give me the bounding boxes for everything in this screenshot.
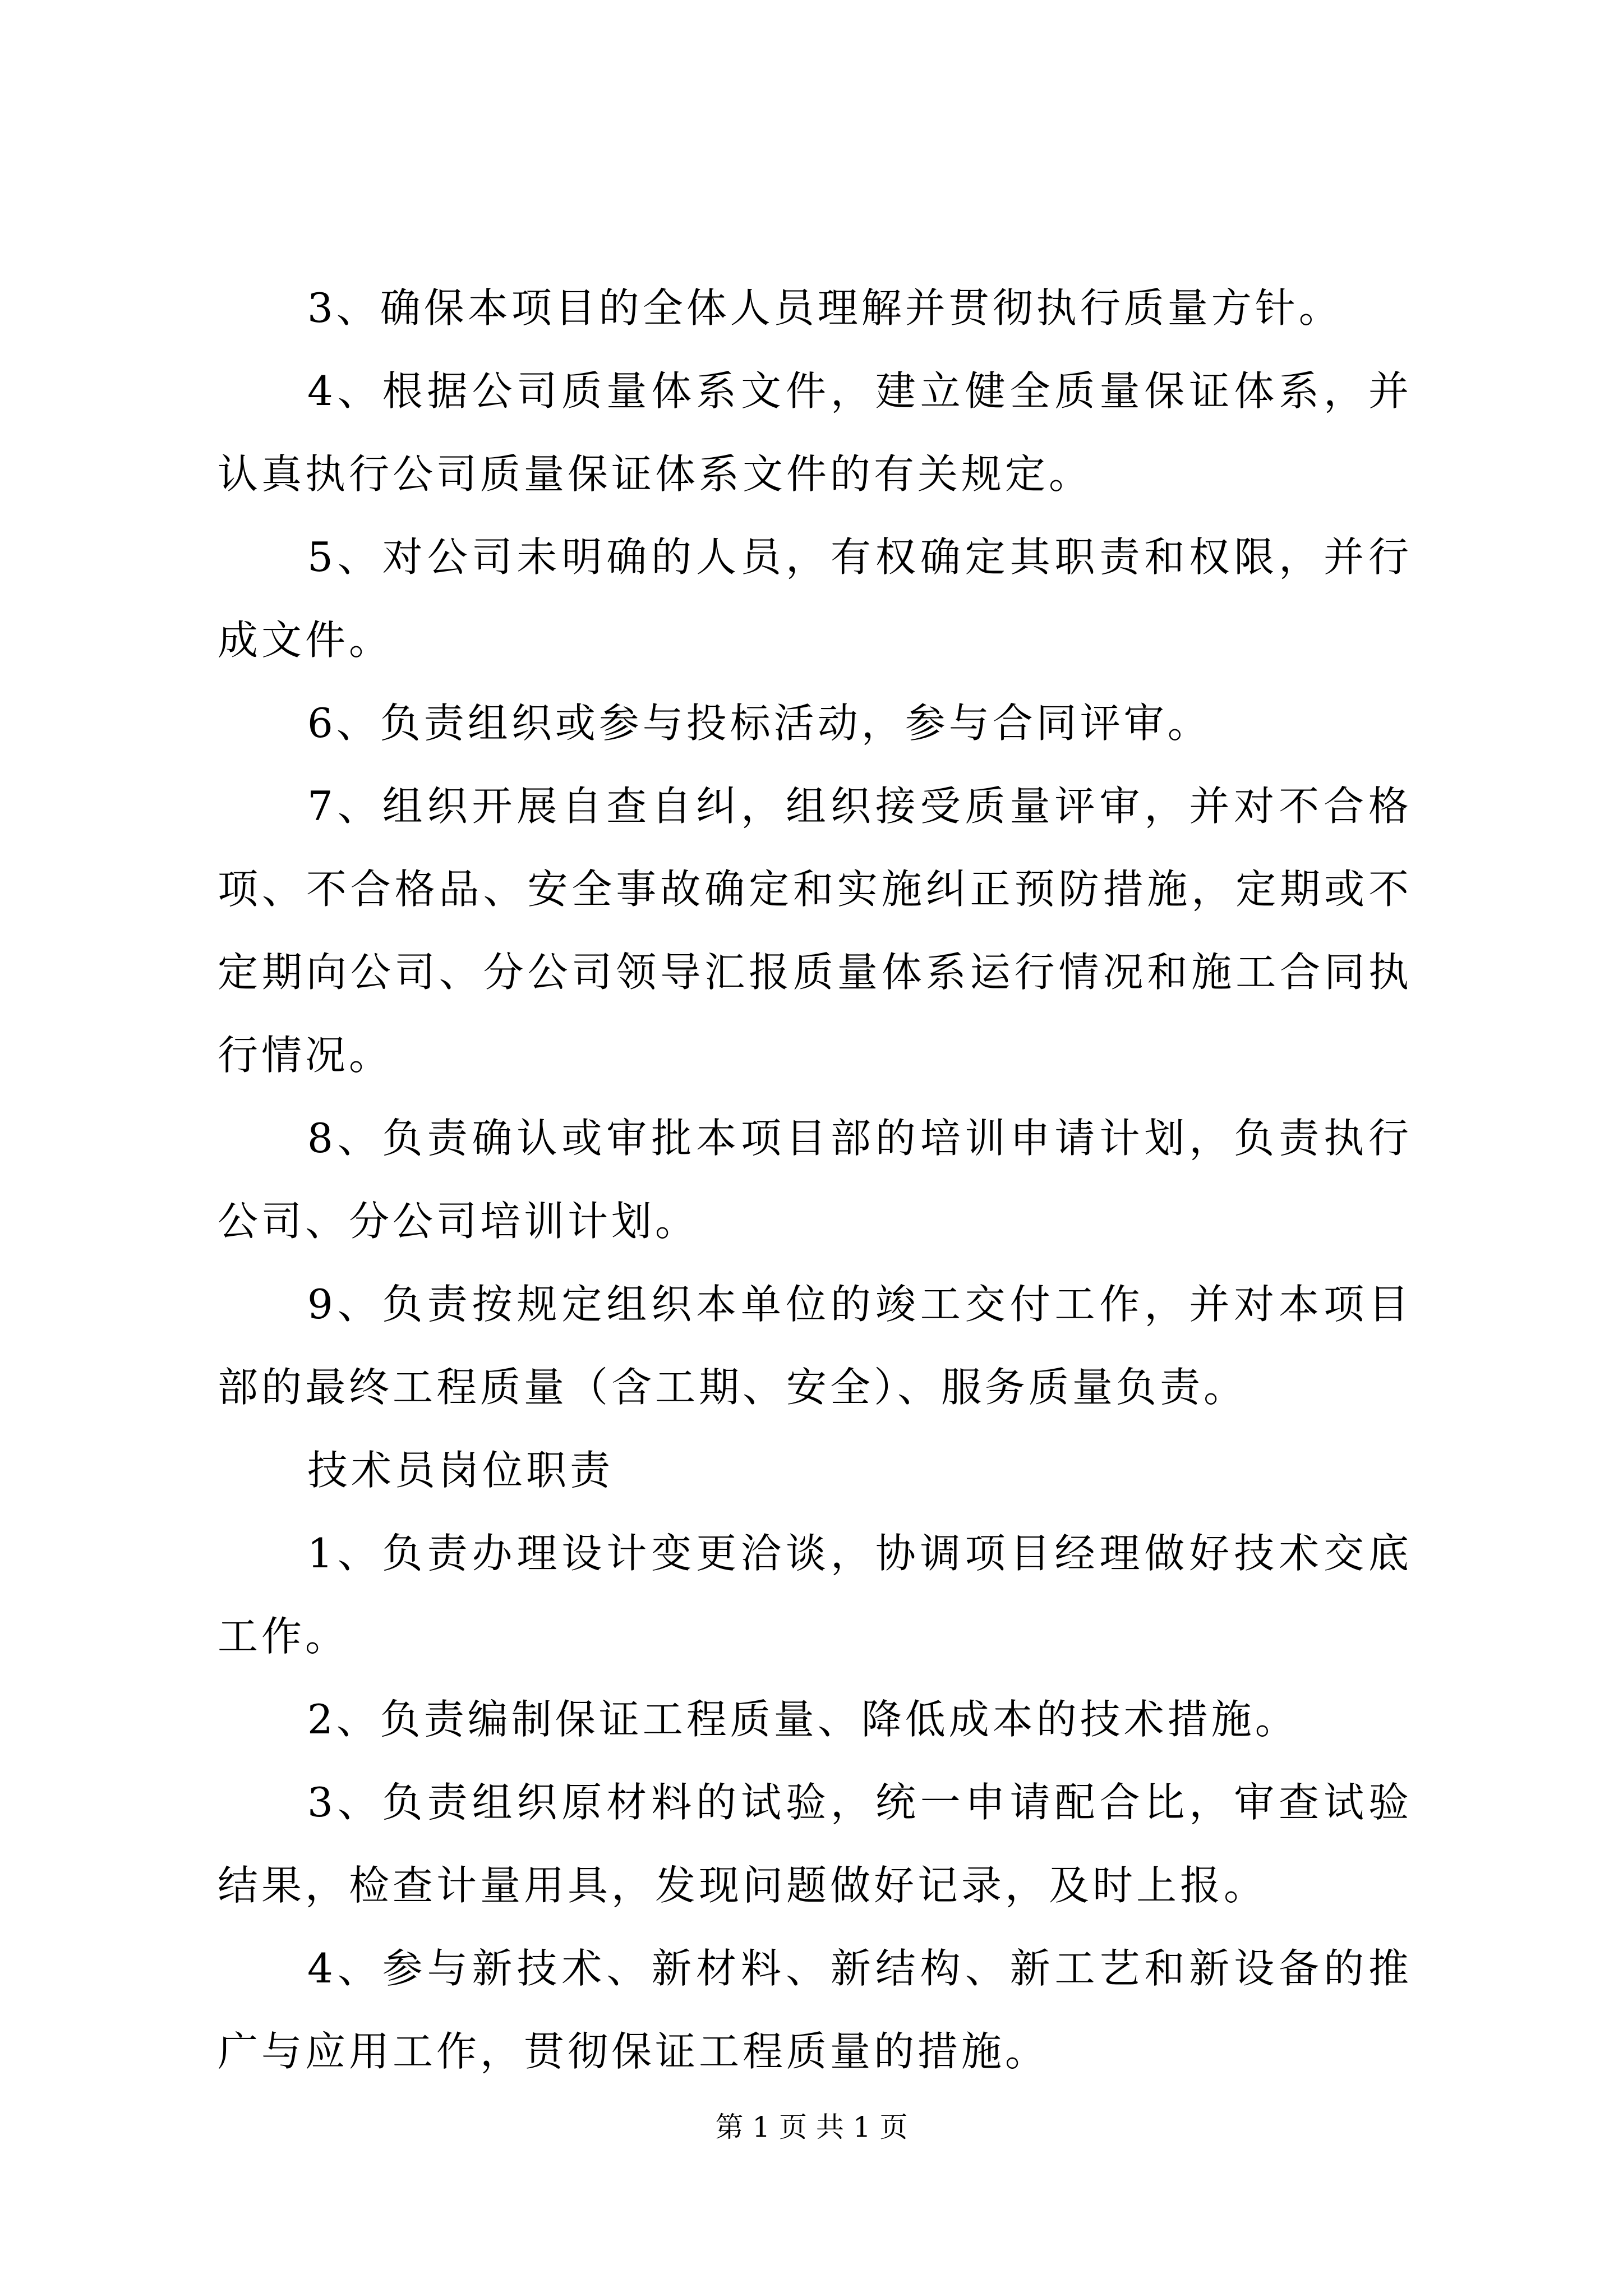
paragraph-item-4: 4、根据公司质量体系文件，建立健全质量保证体系，并认真执行公司质量保证体系文件的有关规定。	[218, 367, 1412, 498]
document-body	[218, 266, 1412, 2093]
paragraph-item-5: 5、对公司未明确的人员，有权确定其职责和权限，并行成文件。	[218, 533, 1412, 664]
paragraph-item-8: 8、负责确认或审批本项目部的培训申请计划，负责执行公司、分公司培训计划。	[218, 1115, 1412, 1245]
section-paragraph-1: 1、负责办理设计变更洽谈，协调项目经理做好技术交底工作。	[218, 1530, 1412, 1660]
section-paragraph-4: 4、参与新技术、新材料、新结构、新工艺和新设备的推广与应用工作，贯彻保证工程质量的措施。	[218, 1945, 1412, 2075]
paragraph-item-7: 7、组织开展自查自纠，组织接受质量评审，并对不合格项、不合格品、安全事故确定和实施纠正预防措施，定期或不定期向公司、分公司领导汇报质量体系运行情况和施工合同执行情况。	[218, 783, 1412, 1079]
paragraph-item-3: 3、确保本项目的全体人员理解并贯彻执行质量方针。	[307, 284, 1343, 332]
section-paragraph-2: 2、负责编制保证工程质量、降低成本的技术措施。	[307, 1696, 1299, 1743]
paragraph-item-6: 6、负责组织或参与投标活动，参与合同评审。	[307, 700, 1211, 747]
section-heading: 技术员岗位职责	[307, 1447, 614, 1494]
paragraph-item-9: 9、负责按规定组织本单位的竣工交付工作，并对本项目部的最终工程质量（含工期、安全）、服务质量负责。	[218, 1281, 1412, 1411]
section-paragraph-3: 3、负责组织原材料的试验，统一申请配合比，审查试验结果，检查计量用具，发现问题做好记录，及时上报。	[218, 1779, 1412, 1909]
page-footer: 第 1 页 共 1 页	[715, 2111, 908, 2143]
